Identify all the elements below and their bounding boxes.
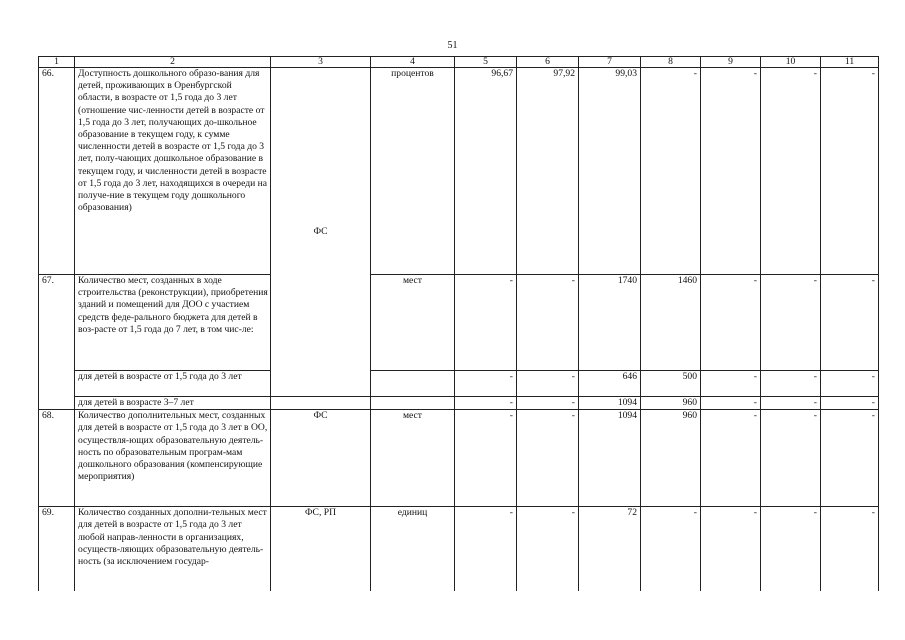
column-header-9: 9: [701, 57, 761, 68]
table-row-67: [39, 275, 879, 371]
unit-cell: процентов: [371, 68, 455, 275]
value-col-8: 500: [641, 371, 701, 397]
indicator-name: для детей в возрасте от 1,5 года до 3 лет: [75, 371, 271, 397]
source-cell-empty: [271, 397, 371, 410]
source-cell: ФС: [271, 410, 371, 507]
value-col-9: -: [701, 68, 761, 275]
value-col-9: -: [701, 371, 761, 397]
value-col-7: 646: [579, 371, 641, 397]
unit-cell: мест: [371, 275, 455, 371]
column-header-7: 7: [579, 57, 641, 68]
row-number: 68.: [39, 410, 75, 507]
column-number-row: [39, 57, 879, 68]
value-col-10: -: [761, 68, 821, 275]
value-col-10: -: [761, 397, 821, 410]
value-col-5: -: [455, 507, 517, 591]
value-col-6: -: [517, 371, 579, 397]
column-header-5: 5: [455, 57, 517, 68]
column-header-10: 10: [761, 57, 821, 68]
value-col-5: -: [455, 371, 517, 397]
column-header-4: 4: [371, 57, 455, 68]
table-row-69: [39, 507, 879, 591]
value-col-8: 960: [641, 410, 701, 507]
column-header-8: 8: [641, 57, 701, 68]
unit-cell-empty: [371, 397, 455, 410]
row-number-empty: [39, 397, 75, 410]
row-number-empty: [39, 371, 75, 397]
table-row-67b: [39, 397, 879, 410]
value-col-6: 97,92: [517, 68, 579, 275]
unit-cell: мест: [371, 410, 455, 507]
value-col-9: -: [701, 507, 761, 591]
table-row-68: [39, 410, 879, 507]
value-col-8: -: [641, 68, 701, 275]
source-cell: ФС, РП: [271, 507, 371, 591]
indicator-name: Количество мест, созданных в ходе строительства (реконструкции), приобретения зданий и помещений для ДОО с участием средств феде-рального бюджета для детей в воз-расте от 1,5 года до 7 лет, в том чис-ле:: [75, 275, 271, 371]
value-col-5: -: [455, 397, 517, 410]
value-col-6: -: [517, 397, 579, 410]
value-col-10: -: [761, 275, 821, 371]
page-number: 51: [447, 40, 458, 51]
value-col-6: -: [517, 507, 579, 591]
indicator-name: Количество созданных дополни-тельных мест для детей в возрасте от 1,5 года до 3 лет любой направ-ленности в организациях, осуществ-ляющих образовательную деятель-ность (за исключением государ-: [75, 507, 271, 591]
value-col-8: 960: [641, 397, 701, 410]
value-col-11: -: [821, 275, 879, 371]
column-header-11: 11: [821, 57, 879, 68]
column-header-3: 3: [271, 57, 371, 68]
value-col-9: -: [701, 410, 761, 507]
value-col-11: -: [821, 371, 879, 397]
value-col-9: -: [701, 397, 761, 410]
indicators-table: [38, 56, 879, 591]
value-col-10: -: [761, 410, 821, 507]
row-number: 67.: [39, 275, 75, 371]
value-col-11: -: [821, 397, 879, 410]
indicator-name: Доступность дошкольного образо-вания для детей, проживающих в Оренбургской области, в возрасте от 1,5 года до 3 лет (отношение чис-ленности детей в возрасте от 1,5 года до 3 лет, получающих до-школьное образование в текущем году, к сумме численности детей в возрасте от 1,5 года до 3 лет, полу-чающих дошкольное образование в текущем году, и численности детей в возрасте от 1,5 года до 3 лет, находящихся в очереди на получе-ние в текущем году дошкольного образования): [75, 68, 271, 275]
value-col-11: -: [821, 410, 879, 507]
column-header-2: 2: [75, 57, 271, 68]
value-col-5: -: [455, 410, 517, 507]
column-header-1: 1: [39, 57, 75, 68]
value-col-10: -: [761, 507, 821, 591]
source-cell: ФС: [271, 68, 371, 397]
value-col-11: -: [821, 507, 879, 591]
unit-cell-empty: [371, 371, 455, 397]
row-number: 69.: [39, 507, 75, 591]
table-row-66: [39, 68, 879, 275]
value-col-5: -: [455, 275, 517, 371]
value-col-6: -: [517, 410, 579, 507]
value-col-10: -: [761, 371, 821, 397]
column-header-6: 6: [517, 57, 579, 68]
value-col-8: 1460: [641, 275, 701, 371]
value-col-7: 1740: [579, 275, 641, 371]
row-number: 66.: [39, 68, 75, 275]
value-col-7: 1094: [579, 397, 641, 410]
unit-cell: единиц: [371, 507, 455, 591]
indicator-name: для детей в возрасте 3–7 лет: [75, 397, 271, 410]
value-col-7: 1094: [579, 410, 641, 507]
value-col-9: -: [701, 275, 761, 371]
indicator-name: Количество дополнительных мест, созданных для детей в возрасте от 1,5 года до 3 лет в ОО, осуществля-ющих образовательную деятель-ность по образовательным програм-мам дошкольного образования (компенсирующие мероприятия): [75, 410, 271, 507]
value-col-8: -: [641, 507, 701, 591]
value-col-6: -: [517, 275, 579, 371]
value-col-7: 72: [579, 507, 641, 591]
table-row-67a: [39, 371, 879, 397]
value-col-7: 99,03: [579, 68, 641, 275]
value-col-11: -: [821, 68, 879, 275]
value-col-5: 96,67: [455, 68, 517, 275]
